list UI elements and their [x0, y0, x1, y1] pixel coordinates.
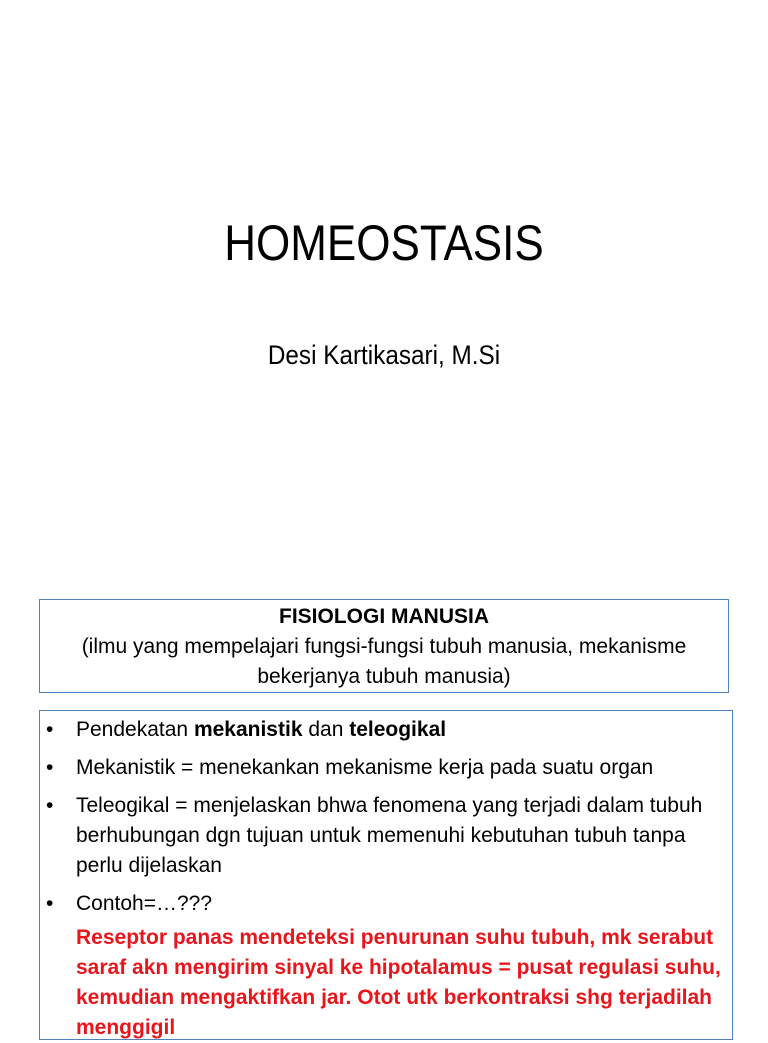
bullet-item-mekanistik: [46, 753, 722, 783]
definition-description: (ilmu yang mempelajari fungsi-fungsi tubuh manusia, mekanisme bekerjanya tubuh manusia): [81, 635, 687, 688]
author-name: Desi Kartikasari, M.Si: [267, 340, 501, 370]
approach-prefix: Pendekatan: [76, 718, 194, 741]
teleogikal-text: Teleogikal = menjelaskan bhwa fenomena yang terjadi dalam tubuh berhubungan dgn tujuan untuk memenuhi kebutuhan tubuh tanpa perlu dijelaskan: [76, 794, 703, 877]
bullet-list: [46, 715, 722, 927]
bullet-symbol: •: [46, 756, 54, 779]
bullet-symbol: •: [46, 892, 54, 915]
term-mekanistik: mekanistik: [193, 718, 303, 741]
bullet-symbol: •: [46, 794, 54, 817]
contoh-text: Contoh=…???: [76, 892, 213, 915]
bullet-item-contoh: [46, 889, 722, 919]
slide-title: HOMEOSTASIS: [224, 215, 544, 271]
approach-and: dan: [302, 718, 350, 741]
content-box: [39, 710, 733, 1040]
definition-box: [39, 599, 729, 693]
bullet-item-teleogikal: [46, 791, 722, 881]
definition-title: FISIOLOGI MANUSIA: [279, 605, 489, 628]
example-text: Reseptor panas mendeteksi penurunan suhu tubuh, mk serabut saraf akn mengirim sinyal ke hipotalamus = pusat regulasi suhu, kemudian mengaktifkan jar. Otot utk berkontraksi shg terjadilah menggigil: [76, 926, 721, 1039]
term-teleogikal: teleogikal: [349, 718, 447, 741]
mekanistik-text: Mekanistik = menekankan mekanisme kerja pada suatu organ: [76, 756, 654, 779]
bullet-symbol: •: [46, 718, 54, 741]
bullet-item-approach: [46, 715, 722, 745]
